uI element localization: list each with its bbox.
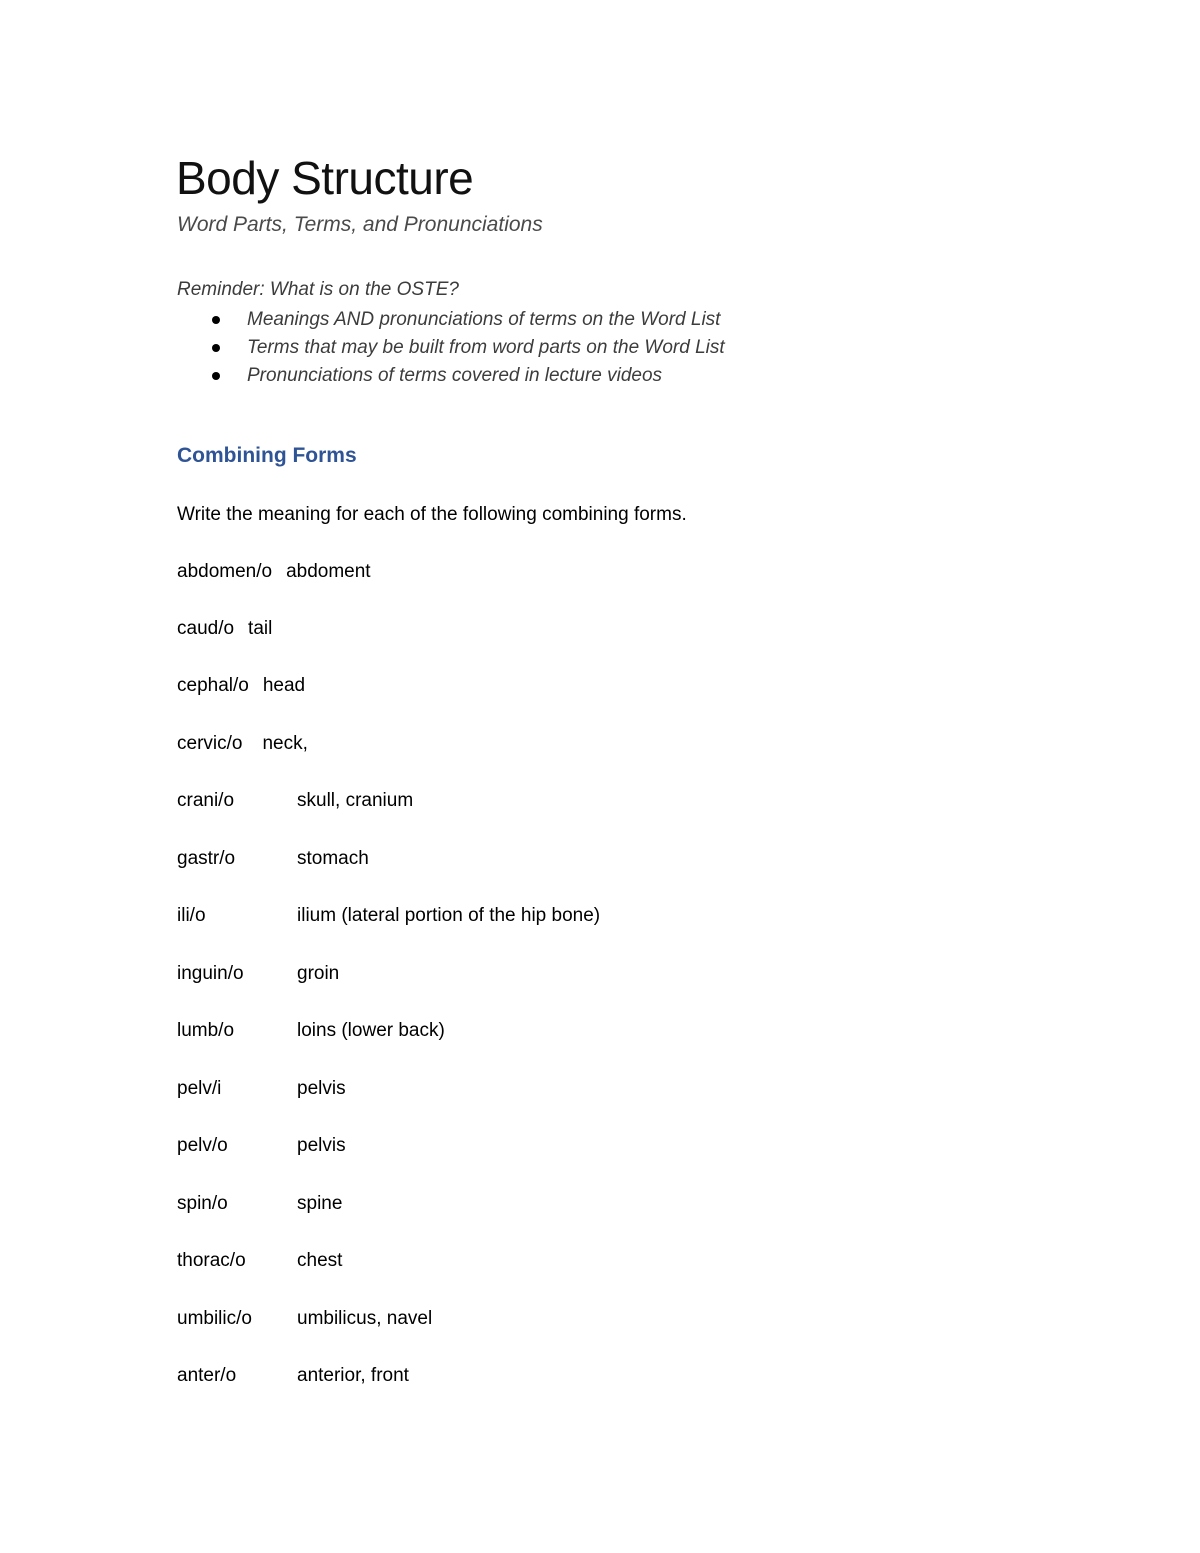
section-heading: Combining Forms bbox=[177, 444, 357, 467]
document-subtitle: Word Parts, Terms, and Pronunciations bbox=[177, 213, 543, 236]
combining-form: cervic/o bbox=[177, 733, 243, 754]
term-meaning: anterior, front bbox=[297, 1365, 409, 1386]
reminder-item bbox=[177, 362, 725, 390]
combining-form: caud/o bbox=[177, 618, 235, 639]
reminder-item-text: Meanings AND pronunciations of terms on the Word List bbox=[247, 309, 721, 330]
term-meaning: head bbox=[262, 675, 306, 696]
combining-form: pelv/i bbox=[177, 1078, 222, 1099]
document-title: Body Structure bbox=[176, 152, 474, 204]
term-row bbox=[177, 959, 339, 989]
reminder-item bbox=[177, 334, 725, 362]
combining-form: spin/o bbox=[177, 1193, 228, 1214]
term-meaning: ilium (lateral portion of the hip bone) bbox=[297, 905, 601, 926]
combining-form: anter/o bbox=[177, 1365, 237, 1386]
term-meaning: tail bbox=[248, 618, 273, 639]
term-row bbox=[177, 1361, 409, 1391]
term-meaning: umbilicus, navel bbox=[297, 1308, 433, 1329]
term-row bbox=[177, 1074, 346, 1104]
term-row bbox=[177, 844, 369, 874]
term-meaning: neck, bbox=[262, 733, 308, 754]
term-row bbox=[177, 614, 272, 644]
combining-form: pelv/o bbox=[177, 1135, 228, 1156]
combining-form: thorac/o bbox=[177, 1250, 246, 1271]
term-meaning: stomach bbox=[297, 848, 369, 869]
term-meaning: abdoment bbox=[286, 561, 371, 582]
combining-form: lumb/o bbox=[177, 1020, 235, 1041]
term-row bbox=[177, 729, 308, 759]
term-row bbox=[177, 901, 600, 931]
combining-form: ili/o bbox=[177, 905, 206, 926]
reminder-item-text: Terms that may be built from word parts on the Word List bbox=[247, 337, 725, 358]
reminder-item-text: Pronunciations of terms covered in lecture videos bbox=[247, 365, 663, 386]
reminder-heading: Reminder: What is on the OSTE? bbox=[177, 279, 459, 300]
combining-form: umbilic/o bbox=[177, 1308, 252, 1329]
reminder-item bbox=[177, 306, 725, 334]
term-meaning: spine bbox=[297, 1193, 343, 1214]
reminder-list bbox=[177, 306, 725, 390]
combining-form: crani/o bbox=[177, 790, 235, 811]
section-instructions: Write the meaning for each of the following combining forms. bbox=[177, 504, 687, 525]
term-meaning: pelvis bbox=[297, 1135, 346, 1156]
term-meaning: loins (lower back) bbox=[297, 1020, 445, 1041]
term-meaning: skull, cranium bbox=[297, 790, 414, 811]
term-row bbox=[177, 557, 371, 587]
term-meaning: groin bbox=[297, 963, 340, 984]
term-row bbox=[177, 1304, 432, 1334]
term-row bbox=[177, 1189, 342, 1219]
term-row bbox=[177, 1246, 342, 1276]
term-row bbox=[177, 671, 305, 701]
combining-form: gastr/o bbox=[177, 848, 236, 869]
bullet-icon bbox=[212, 372, 220, 380]
term-row bbox=[177, 1131, 346, 1161]
term-meaning: chest bbox=[297, 1250, 343, 1271]
term-row bbox=[177, 786, 413, 816]
term-row bbox=[177, 1016, 445, 1046]
combining-form: inguin/o bbox=[177, 963, 244, 984]
bullet-icon bbox=[212, 316, 220, 324]
combining-form: abdomen/o bbox=[177, 561, 273, 582]
term-meaning: pelvis bbox=[297, 1078, 346, 1099]
bullet-icon bbox=[212, 344, 220, 352]
combining-form: cephal/o bbox=[177, 675, 249, 696]
